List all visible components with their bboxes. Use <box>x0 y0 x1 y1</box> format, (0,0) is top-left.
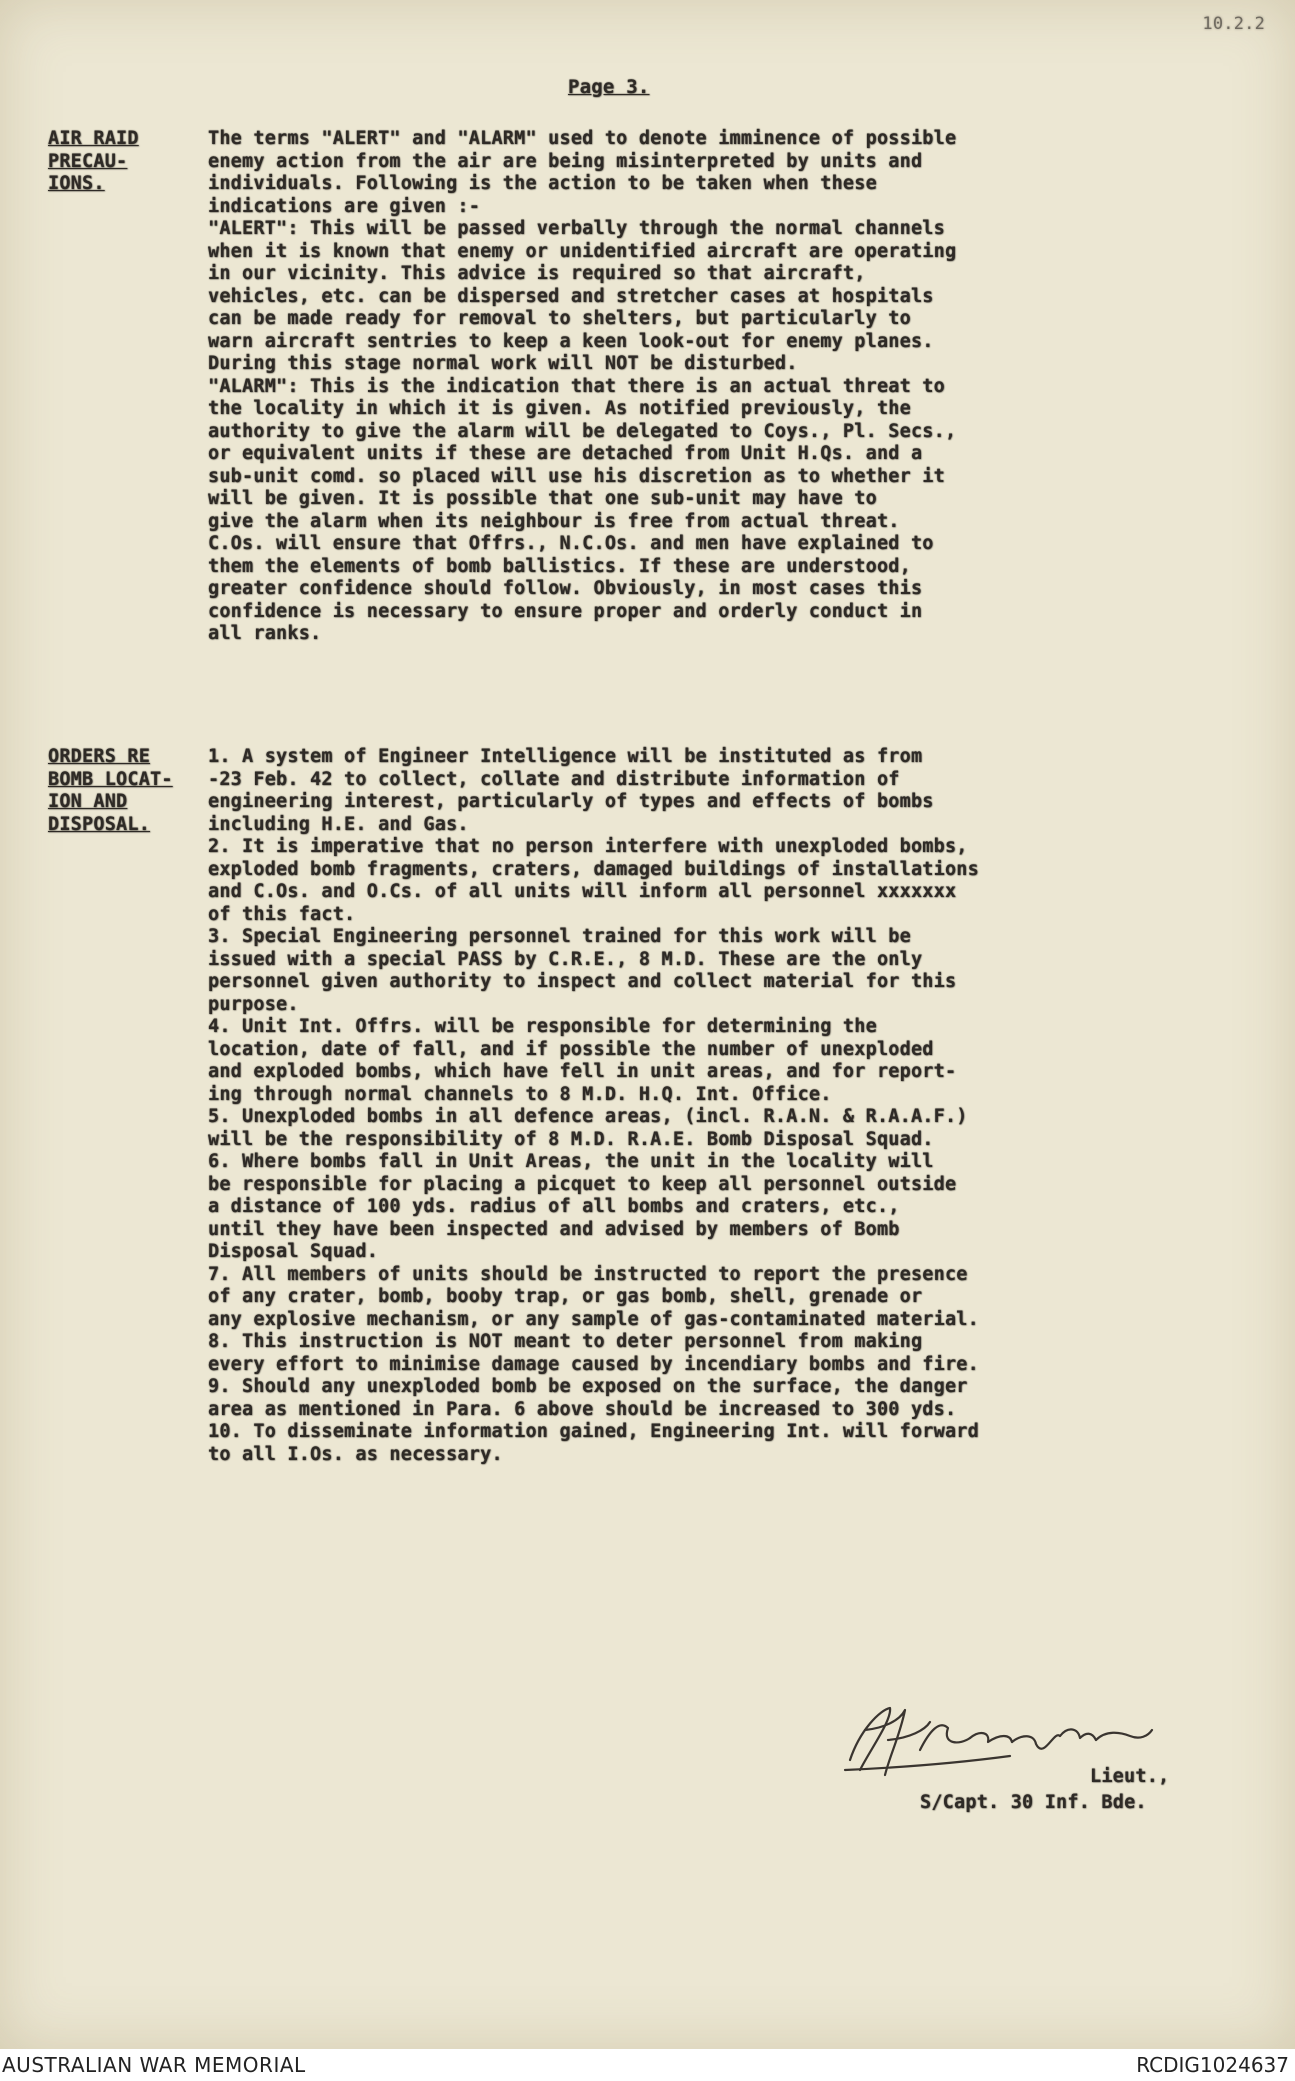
body-line: give the alarm when its neighbour is free from actual threat. <box>208 510 900 532</box>
body-line: can be made ready for removal to shelters, but particularly to <box>208 308 911 329</box>
footer-catalogue-id: RCDIG1024637 <box>1136 2053 1289 2077</box>
body-line: location, date of fall, and if possible the number of unexploded <box>208 1038 934 1060</box>
body-line: sub-unit comd. so placed will use his discretion as to whether it <box>208 465 945 487</box>
body-line: ing through normal channels to 8 M.D. H.Q. Int. Office. <box>208 1083 832 1105</box>
body-line: vehicles, etc. can be dispersed and stretcher cases at hospitals <box>208 285 934 307</box>
body-line: 5. Unexploded bombs in all defence areas, (incl. R.A.N. & R.A.A.F.) <box>208 1106 968 1127</box>
body-line: indications are given :- <box>208 195 481 217</box>
heading-line: BOMB LOCAT- <box>48 768 173 790</box>
corner-reference: 10.2.2 <box>1202 14 1265 34</box>
body-line: of this fact. <box>208 903 356 925</box>
body-line: when it is known that enemy or unidentified aircraft are operating <box>208 240 957 262</box>
body-line: will be the responsibility of 8 M.D. R.A.E. Bomb Disposal Squad. <box>208 1128 934 1150</box>
body-line: The terms "ALERT" and "ALARM" used to denote imminence of possible <box>208 128 957 149</box>
body-line: them the elements of bomb ballistics. If these are understood, <box>208 555 911 577</box>
body-line: C.Os. will ensure that Offrs., N.C.Os. and men have explained to <box>208 533 934 554</box>
body-line: authority to give the alarm will be delegated to Coys., Pl. Secs., <box>208 420 957 442</box>
body-line: a distance of 100 yds. radius of all bombs and craters, etc., <box>208 1196 900 1217</box>
body-line: "ALERT": This will be passed verbally through the normal channels <box>208 218 945 239</box>
body-line: area as mentioned in Para. 6 above should be increased to 300 yds. <box>208 1398 957 1420</box>
body-line: all ranks. <box>208 623 322 644</box>
body-line: including H.E. and Gas. <box>208 813 469 835</box>
body-line: to all I.Os. as necessary. <box>208 1443 503 1465</box>
body-line: and C.Os. and O.Cs. of all units will inform all personnel xxxxxxx <box>208 881 957 902</box>
section-heading-bomb-disposal <box>48 746 208 836</box>
body-line: 7. All members of units should be instructed to report the presence <box>208 1263 968 1285</box>
body-line: 9. Should any unexploded bomb be exposed on the surface, the danger <box>208 1376 968 1397</box>
body-line: and exploded bombs, which have fell in unit areas, and for report- <box>208 1061 957 1082</box>
body-line: enemy action from the air are being misinterpreted by units and <box>208 150 923 172</box>
body-line: During this stage normal work will NOT be disturbed. <box>208 353 798 374</box>
heading-line: ORDERS RE <box>48 746 151 767</box>
footer <box>0 2049 1295 2081</box>
body-line: 3. Special Engineering personnel trained for this work will be <box>208 926 911 947</box>
body-line: -23 Feb. 42 to collect, collate and distribute information of <box>208 768 900 790</box>
body-line: engineering interest, particularly of types and effects of bombs <box>208 791 934 812</box>
heading-line: IONS. <box>48 173 105 194</box>
signatory-appointment: S/Capt. 30 Inf. Bde. <box>920 1792 1147 1813</box>
signature-block <box>760 1690 1240 1850</box>
body-line: warn aircraft sentries to keep a keen look-out for enemy planes. <box>208 330 934 352</box>
heading-line: DISPOSAL. <box>48 813 151 835</box>
footer-institution: AUSTRALIAN WAR MEMORIAL <box>2 2053 306 2077</box>
body-line: 8. This instruction is NOT meant to deter personnel from making <box>208 1331 923 1352</box>
body-line: confidence is necessary to ensure proper and orderly conduct in <box>208 600 923 622</box>
heading-line: PRECAU- <box>48 150 128 172</box>
body-line: of any crater, bomb, booby trap, or gas bomb, shell, grenade or <box>208 1286 923 1307</box>
heading-line: AIR RAID <box>48 128 139 149</box>
body-line: greater confidence should follow. Obviously, in most cases this <box>208 578 923 599</box>
section-body-air-raid <box>208 128 1268 646</box>
section-heading-air-raid <box>48 128 208 196</box>
body-line: "ALARM": This is the indication that there is an actual threat to <box>208 375 945 397</box>
body-line: 4. Unit Int. Offrs. will be responsible for determining the <box>208 1016 877 1037</box>
body-line: 1. A system of Engineer Intelligence will be instituted as from <box>208 746 923 767</box>
body-line: or equivalent units if these are detached from Unit H.Qs. and a <box>208 443 923 464</box>
body-line: any explosive mechanism, or any sample of gas-contaminated material. <box>208 1308 979 1330</box>
section-body-bomb-disposal <box>208 746 1268 1466</box>
body-line: be responsible for placing a picquet to keep all personnel outside <box>208 1173 957 1195</box>
body-line: 2. It is imperative that no person interfere with unexploded bombs, <box>208 836 968 857</box>
signatory-rank: Lieut., <box>1090 1766 1170 1787</box>
body-line: the locality in which it is given. As notified previously, the <box>208 398 911 419</box>
body-line: personnel given authority to inspect and collect material for this <box>208 971 957 992</box>
body-line: issued with a special PASS by C.R.E., 8 M.D. These are the only <box>208 948 923 970</box>
body-line: until they have been inspected and advised by members of Bomb <box>208 1218 900 1240</box>
page-number: Page 3. <box>568 76 650 98</box>
body-line: individuals. Following is the action to be taken when these <box>208 173 877 194</box>
body-line: exploded bomb fragments, craters, damaged buildings of installations <box>208 858 979 880</box>
body-line: 10. To disseminate information gained, Engineering Int. will forward <box>208 1421 979 1442</box>
body-line: 6. Where bombs fall in Unit Areas, the unit in the locality will <box>208 1151 934 1172</box>
body-line: will be given. It is possible that one sub-unit may have to <box>208 488 877 509</box>
body-line: every effort to minimise damage caused by incendiary bombs and fire. <box>208 1353 979 1375</box>
body-line: in our vicinity. This advice is required so that aircraft, <box>208 263 866 284</box>
heading-line: ION AND <box>48 791 128 812</box>
body-line: Disposal Squad. <box>208 1241 379 1262</box>
body-line: purpose. <box>208 993 299 1015</box>
